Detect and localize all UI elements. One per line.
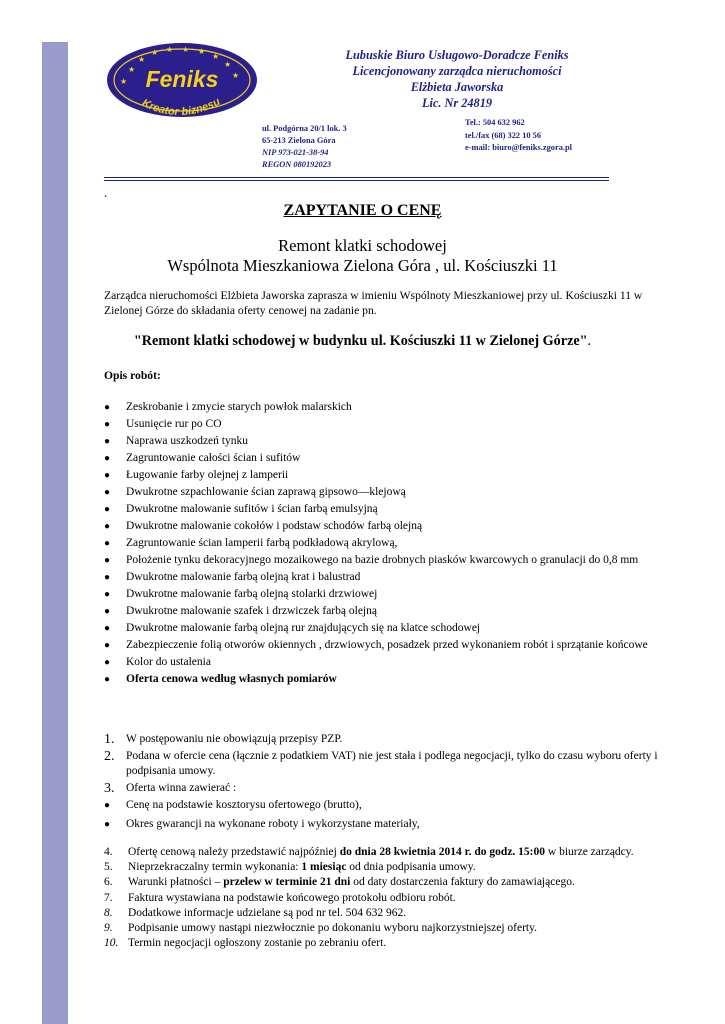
address-city: 65-213 Zielona Góra (262, 136, 336, 145)
list-item: 1. W postępowaniu nie obowiązują przepisy PZP. (104, 732, 343, 747)
svg-text:★: ★ (232, 71, 240, 80)
list-item: ● Usunięcie rur po CO (104, 418, 222, 430)
bullet-icon: ● (104, 572, 111, 583)
company-owner: Elżbieta Jaworska (410, 80, 504, 94)
list-item: ● Położenie tynku dekoracyjnego mozaikowego na bazie drobnych piasków kwarcowych o granulacji do 0,8 mm (104, 554, 639, 566)
list-item: ● Dwukrotne malowanie sufitów i ścian farbą emulsyjną (104, 503, 378, 515)
bullet-icon: ● (104, 538, 111, 549)
works-heading: Opis robót: (104, 369, 161, 382)
list-item: ● Ługowanie farby olejnej z lamperii (104, 469, 289, 481)
svg-text:★: ★ (198, 47, 206, 56)
address-street: ul. Podgórna 20/1 lok. 3 (262, 124, 347, 133)
terms-list (104, 845, 694, 951)
list-item: 10. Termin negocjacji ogłoszony zostanie po zebraniu ofert. (104, 937, 387, 950)
list-item: ● Zagruntowanie ścian lamperii farbą podkładową akrylową, (104, 537, 398, 549)
bullet-icon: ● (104, 657, 111, 668)
header-divider (104, 177, 609, 178)
contact-fax: tel./fax (68) 322 10 56 (465, 130, 542, 140)
list-item: 4. Ofertę cenową należy przedstawić najpóźniej do dnia 28 kwietnia 2014 r. do godz. 15:00 w biurze zarządcy. (104, 846, 634, 858)
list-item: ● Dwukrotne malowanie farbą olejną krat i balustrad (104, 571, 361, 583)
bullet-icon: ● (104, 640, 111, 651)
list-item: ● Kolor do ustalenia (104, 656, 211, 668)
list-item: ● Dwukrotne malowanie farbą olejną rur znajdujących się na klatce schodowej (104, 622, 481, 634)
company-name: Lubuskie Biuro Usługowo-Doradcze Feniks (345, 48, 569, 62)
company-license-number: Lic. Nr 24819 (421, 96, 493, 110)
task-name-text: "Remont klatki schodowej w budynku ul. Kościuszki 11 w Zielonej Górze" (133, 333, 588, 349)
list-item: 3. Oferta winna zawierać : (104, 781, 237, 796)
bullet-icon: ● (104, 453, 111, 464)
contact-phone: Tel.: 504 632 962 (465, 118, 525, 127)
bullet-icon: ● (104, 436, 111, 447)
list-item: ● Cenę na podstawie kosztorysu ofertowego (brutto), (104, 799, 362, 811)
logo-tagline: Kreator biznesu (139, 95, 223, 118)
bullet-icon: ● (104, 470, 111, 481)
list-item: 9. Podpisanie umowy nastąpi niezwłocznie po dokonaniu wyboru najkorzystniejszej oferty. (104, 922, 538, 935)
bullet-icon: ● (104, 674, 111, 685)
list-item: 6. Warunki płatności – przelew w terminie 21 dni od daty dostarczenia faktury do zamawiającego. (104, 876, 575, 889)
bullet-icon: ● (104, 487, 111, 498)
document-title: ZAPYTANIE O CENĘ (283, 202, 442, 219)
list-item: ● Zeskrobanie i zmycie starych powłok malarskich (104, 401, 352, 413)
list-item: ● Dwukrotne szpachlowanie ścian zaprawą gipsowo—klejową (104, 486, 406, 498)
address-nip: NIP 973-021-38-94 (262, 148, 329, 157)
works-list (104, 401, 684, 690)
document-subtitle-2: Wspólnota Mieszkaniowa Zielona Góra , ul. Kościuszki 11 (167, 256, 558, 275)
conditions-list (104, 732, 684, 834)
list-item: ● Okres gwarancji na wykonane roboty i wykorzystane materiały, (104, 818, 420, 830)
svg-text:★: ★ (224, 60, 232, 69)
bullet-icon: ● (104, 504, 111, 515)
left-sidebar-bar (42, 42, 68, 1024)
svg-text:★: ★ (128, 65, 136, 74)
intro-paragraph: Zarządca nieruchomości Elżbieta Jaworska zaprasza w imieniu Wspólnoty Mieszkaniowej przy ul. Kościuszki 11 w Zielonej Górze do składania oferty cenowej na zadanie pn. (104, 289, 643, 317)
svg-text:★: ★ (212, 52, 220, 61)
bullet-icon: ● (104, 521, 111, 532)
feniks-logo (106, 42, 258, 118)
bullet-icon: ● (104, 606, 111, 617)
svg-text:★: ★ (166, 45, 174, 54)
svg-text:★: ★ (138, 55, 146, 64)
task-name-period: . (587, 333, 592, 349)
list-item: ● Dwukrotne malowanie szafek i drzwiczek farbą olejną (104, 605, 377, 617)
header-divider-second (104, 180, 609, 181)
company-address (262, 123, 347, 171)
bullet-icon: ● (104, 589, 111, 600)
list-item: 5. Nieprzekraczalny termin wykonania: 1 miesiąc od dnia podpisania umowy. (104, 861, 476, 874)
list-item: ● Oferta cenowa według własnych pomiarów (104, 673, 337, 685)
stray-dot: . (104, 185, 108, 200)
document-subtitle-1: Remont klatki schodowej (278, 236, 447, 255)
svg-text:★: ★ (182, 45, 190, 54)
svg-text:★: ★ (120, 77, 128, 86)
bullet-icon: ● (104, 419, 111, 430)
list-item: ● Naprawa uszkodzeń tynku (104, 435, 248, 447)
company-header (300, 47, 614, 111)
bullet-icon: ● (104, 623, 111, 634)
list-item: 2. Podana w ofercie cena (łącznie z podatkiem VAT) nie jest stała i podlega negocjacji, tylko do czasu wyboru oferty i podpisania umowy. (104, 749, 658, 777)
list-item: ● Zagruntowanie całości ścian i sufitów (104, 452, 301, 464)
bullet-icon: ● (104, 819, 111, 830)
contact-email[interactable]: e-mail: biuro@feniks.zgora.pl (465, 143, 572, 153)
company-contact (465, 117, 572, 155)
bullet-icon: ● (104, 800, 111, 811)
bullet-icon: ● (104, 555, 111, 566)
address-regon: REGON 080192023 (262, 160, 332, 169)
task-name (0, 333, 725, 350)
bullet-icon: ● (104, 402, 111, 413)
svg-text:★: ★ (151, 48, 159, 57)
company-license-type: Licencjonowany zarządca nieruchomości (352, 64, 562, 78)
list-item: ● Dwukrotne malowanie cokołów i podstaw schodów farbą olejną (104, 520, 423, 532)
logo-name: Feniks (145, 66, 219, 92)
list-item: ● Dwukrotne malowanie farbą olejną stolarki drzwiowej (104, 588, 378, 600)
list-item: 7. Faktura wystawiana na podstawie końcowego protokołu odbioru robót. (104, 891, 456, 904)
list-item: ● Zabezpieczenie folią otworów okiennych , drzwiowych, posadzek przed wykonaniem robót i sprzątanie końcowe (104, 639, 648, 651)
list-item: 8. Dodatkowe informacje udzielane są pod nr tel. 504 632 962. (104, 906, 407, 919)
